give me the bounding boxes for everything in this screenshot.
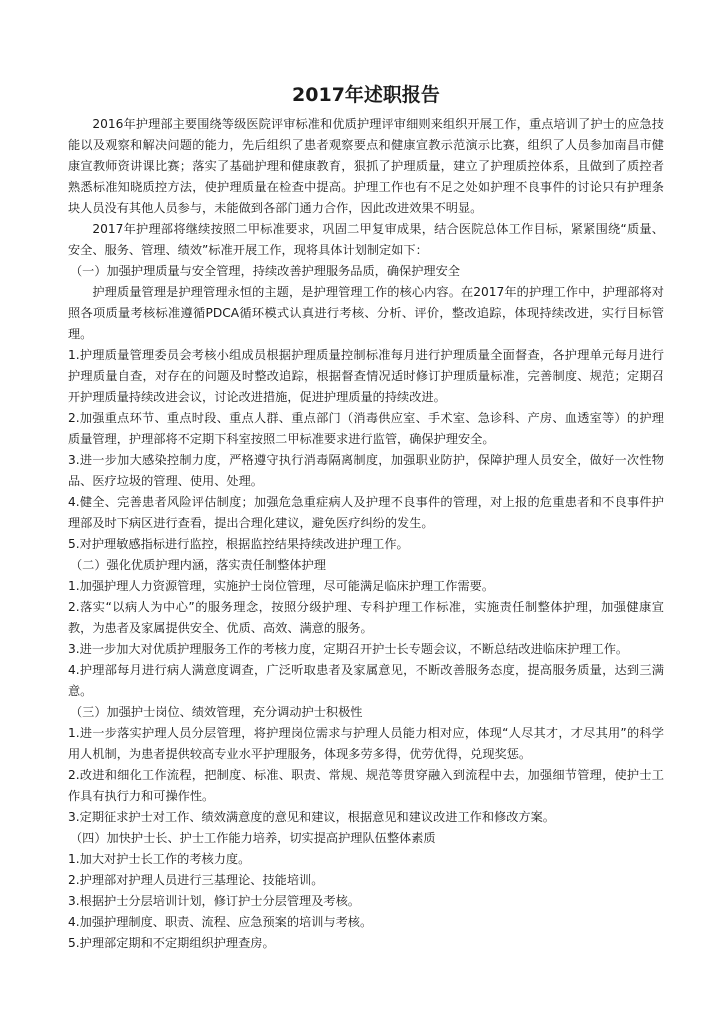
list-item: 1.加强护理人力资源管理，实施护士岗位管理，尽可能满足临床护理工作需要。 xyxy=(68,579,495,593)
intro-paragraph-2017: 2017年护理部将继续按照二甲标准要求，巩固二甲复审成果，结合医院总体工作目标，紧紧围绕“质量、安全、服务、管理、绩效”标准开展工作，现将具体计划制定如下： xyxy=(68,222,664,257)
intro-paragraph-2016: 2016年护理部主要围绕等级医院评审标准和优质护理评审细则来组织开展工作，重点培训了护士的应急技能以及观察和解决问题的能力，先后组织了患者观察要点和健康宣教示范演示比赛，组织了人员参加南昌市健康宣教师资讲课比赛；落实了基础护理和健康教育，狠抓了护理质量，建立了护理质控体系，且做到了质控者熟悉标准知晓质控方法，使护理质量在检查中提高。护理工作也有不足之处如护理不良事件的讨论只有护理条块人员没有其他人员参与，未能做到各部门通力合作，因此改进效果不明显。 xyxy=(68,117,664,215)
list-item: 3.进一步加大对优质护理服务工作的考核力度，定期召开护士长专题会议，不断总结改进临床护理工作。 xyxy=(68,642,629,656)
list-item: 5.护理部定期和不定期组织护理查房。 xyxy=(68,936,275,950)
section-heading: （三）加强护士岗位、绩效管理，充分调动护士积极性 xyxy=(70,705,363,719)
document-page xyxy=(68,82,664,954)
list-item: 4.护理部每月进行病人满意度调查，广泛听取患者及家属意见，不断改善服务态度，提高服务质量，达到三满意。 xyxy=(68,663,664,698)
section-heading: （一）加强护理质量与安全管理，持续改善护理服务品质，确保护理安全 xyxy=(70,264,460,278)
document-title: 2017年述职报告 xyxy=(292,84,440,106)
list-item: 1.护理质量管理委员会考核小组成员根据护理质量控制标准每月进行护理质量全面督查，各护理单元每月进行护理质量自查，对存在的问题及时整改追踪，根据督查情况适时修订护理质量标准，完善制度、规范；定期召开护理质量持续改进会议，讨论改进措施，促进护理质量的持续改进。 xyxy=(68,348,664,404)
list-item: 2.加强重点环节、重点时段、重点人群、重点部门（消毒供应室、手术室、急诊科、产房、血透室等）的护理质量管理，护理部将不定期下科室按照二甲标准要求进行监管，确保护理安全。 xyxy=(68,411,664,446)
list-item: 4.健全、完善患者风险评估制度；加强危急重症病人及护理不良事件的管理，对上报的危重患者和不良事件护理部及时下病区进行查看，提出合理化建议，避免医疗纠纷的发生。 xyxy=(68,495,664,530)
section-heading: （二）强化优质护理内涵，落实责任制整体护理 xyxy=(70,558,326,572)
list-item: 3.进一步加大感染控制力度，严格遵守执行消毒隔离制度，加强职业防护，保障护理人员安全，做好一次性物品、医疗垃圾的管理、使用、处理。 xyxy=(68,453,664,488)
list-item: 2.落实“以病人为中心”的服务理念，按照分级护理、专科护理工作标准，实施责任制整体护理，加强健康宣教，为患者及家属提供安全、优质、高效、满意的服务。 xyxy=(68,600,664,635)
section-intro: 护理质量管理是护理管理永恒的主题，是护理管理工作的核心内容。在2017年的护理工作中，护理部将对照各项质量考核标准遵循PDCA循环模式认真进行考核、分析、评价，整改追踪，体现持续改进，实行目标管理。 xyxy=(68,285,664,341)
list-item: 2.改进和细化工作流程，把制度、标准、职责、常规、规范等贯穿融入到流程中去，加强细节管理，使护士工作具有执行力和可操作性。 xyxy=(68,768,664,803)
section-heading: （四）加快护士长、护士工作能力培养，切实提高护理队伍整体素质 xyxy=(70,831,436,845)
list-item: 1.加大对护士长工作的考核力度。 xyxy=(68,852,251,866)
list-item: 3.定期征求护士对工作、绩效满意度的意见和建议，根据意见和建议改进工作和修改方案。 xyxy=(68,810,555,824)
list-item: 4.加强护理制度、职责、流程、应急预案的培训与考核。 xyxy=(68,915,373,929)
list-item: 5.对护理敏感指标进行监控，根据监控结果持续改进护理工作。 xyxy=(68,537,409,551)
list-item: 2.护理部对护理人员进行三基理论、技能培训。 xyxy=(68,873,324,887)
list-item: 1.进一步落实护理人员分层管理，将护理岗位需求与护理人员能力相对应，体现“人尽其才，才尽其用”的科学用人机制，为患者提供较高专业水平护理服务，体现多劳多得，优劳优得，兑现奖惩。 xyxy=(68,726,664,761)
list-item: 3.根据护士分层培训计划，修订护士分层管理及考核。 xyxy=(68,894,360,908)
